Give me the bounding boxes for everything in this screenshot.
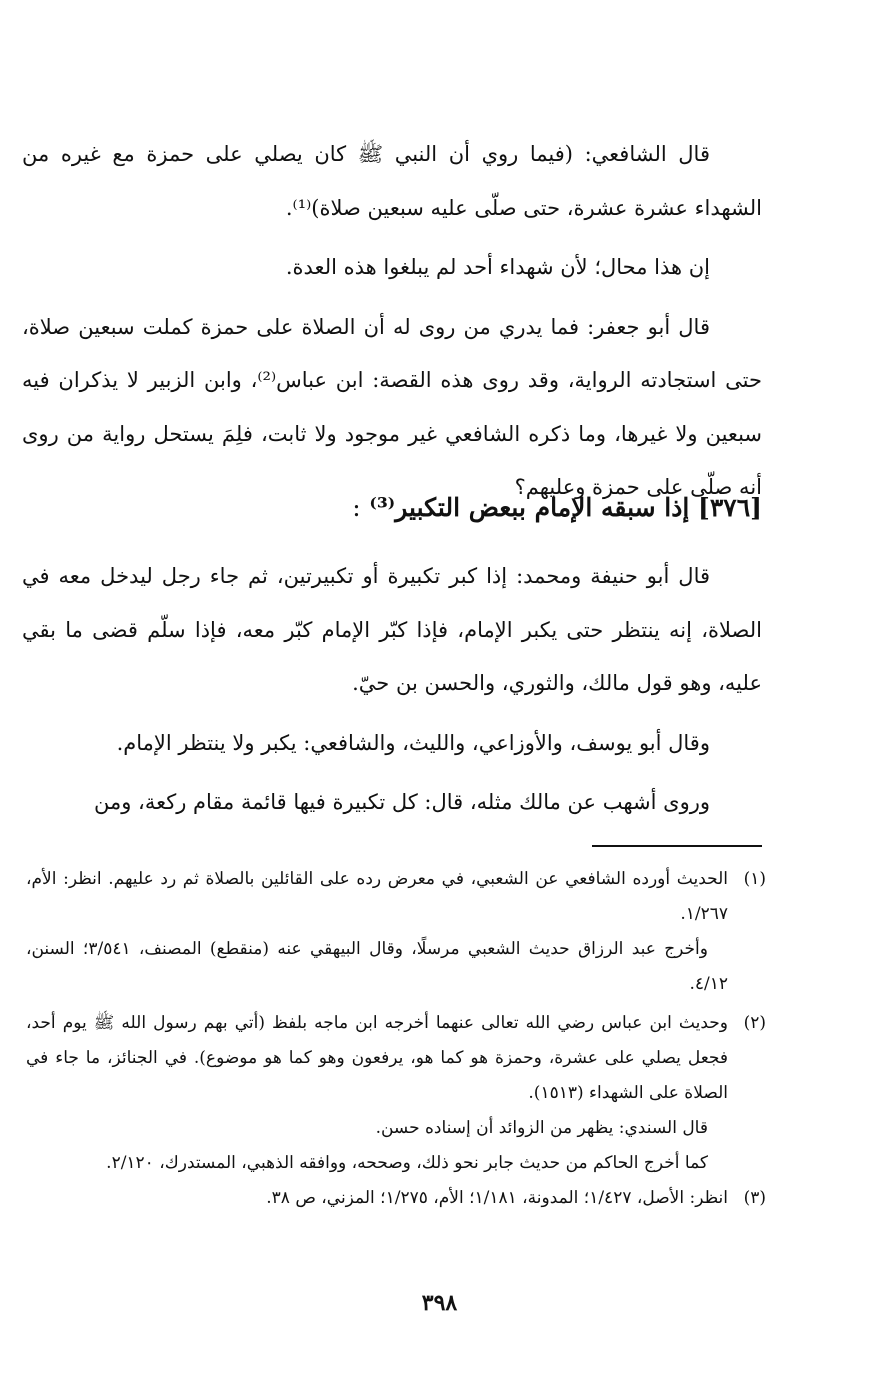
footnote-2-text: وحديث ابن عباس رضي الله تعالى عنهما أخرجه ابن ماجه بلفظ (أتي بهم رسول الله ﷺ يوم أحد، فجعل يصلي على عشرة، وحمزة هو كما هو، يرفعون وهو كما هو موضوع). في الجنائز، ما جاء في الصلاة على الشهداء (١٥١٣). — [26, 1013, 728, 1103]
paragraph-2: إن هذا محال؛ لأن شهداء أحد لم يبلغوا هذه العدة. — [285, 255, 710, 279]
heading-title: إذا سبقه الإمام ببعض التكبير⁽³⁾ — [369, 493, 690, 522]
footnote-2-continuation-2: كما أخرج الحاكم من حديث جابر نحو ذلك، وصححه، ووافقه الذهبي، المستدرك، ٢/١٢٠. — [106, 1153, 708, 1173]
paragraph-3: قال أبو جعفر: فما يدري من روى له أن الصلاة على حمزة كملت سبعين صلاة، حتى استجادته الرواية، وقد روى هذه القصة: ابن عباس⁽²⁾، وابن الزبير لا يذكران فيه سبعين ولا غيرها، وما ذكره الشافعي غير موجود ولا ثابت، فلِمَ يستحل رواية من روى أنه صلّى على حمزة وعليهم؟ — [22, 314, 762, 499]
main-text-upper — [22, 128, 762, 515]
paragraph-5: وقال أبو يوسف، والأوزاعي، والليث، والشافعي: يكبر ولا ينتظر الإمام. — [116, 730, 710, 755]
footnote-3 — [26, 1181, 766, 1216]
footnote-3-number: (٣) — [743, 1188, 766, 1208]
footnote-3-text: انظر: الأصل، ١/٤٢٧؛ المدونة، ١/١٨١؛ الأم، ١/٢٧٥؛ المزني، ص ٣٨. — [266, 1188, 728, 1208]
page-number: ٣٩٨ — [421, 1290, 458, 1316]
footnotes — [26, 862, 766, 1216]
heading-colon: : — [352, 493, 361, 522]
footnote-1-number: (١) — [743, 869, 766, 889]
footnote-1 — [26, 862, 766, 932]
paragraph-6: وروى أشهب عن مالك مثله، قال: كل تكبيرة فيها قائمة مقام ركعة، ومن — [94, 790, 710, 814]
paragraph-1: قال الشافعي: (فيما روي أن النبي ﷺ كان يصلي على حمزة مع غيره من الشهداء عشرة عشرة، حتى صلّى عليه سبعين صلاة)⁽¹⁾. — [22, 142, 762, 220]
footnote-1-text: الحديث أورده الشافعي عن الشعبي، في معرض رده على القائلين بالصلاة ثم رد عليهم. انظر: الأم، ١/٢٦٧. — [26, 869, 728, 924]
footnote-2-continuation-1: قال السندي: يظهر من الزوائد أن إسناده حسن. — [375, 1118, 708, 1138]
section-heading — [240, 488, 762, 528]
paragraph-4: قال أبو حنيفة ومحمد: إذا كبر تكبيرة أو تكبيرتين، ثم جاء رجل ليدخل معه في الصلاة، إنه ينتظر حتى يكبر الإمام، فإذا كبّر الإمام كبّر معه، فإذا سلّم قضى ما بقي عليه، وهو قول مالك، والثوري، والحسن بن حيّ. — [22, 564, 762, 695]
footnote-divider — [592, 845, 762, 847]
footnote-1-continuation: وأخرج عبد الرزاق حديث الشعبي مرسلًا، وقال البيهقي عنه (منقطع) المصنف، ٣/٥٤١؛ السنن، ٤/١٢. — [26, 939, 728, 994]
footnote-2 — [26, 1006, 766, 1111]
footnote-2-number: (٢) — [743, 1013, 766, 1033]
heading-number: [٣٧٦] — [698, 493, 762, 522]
main-text-lower — [22, 550, 762, 830]
